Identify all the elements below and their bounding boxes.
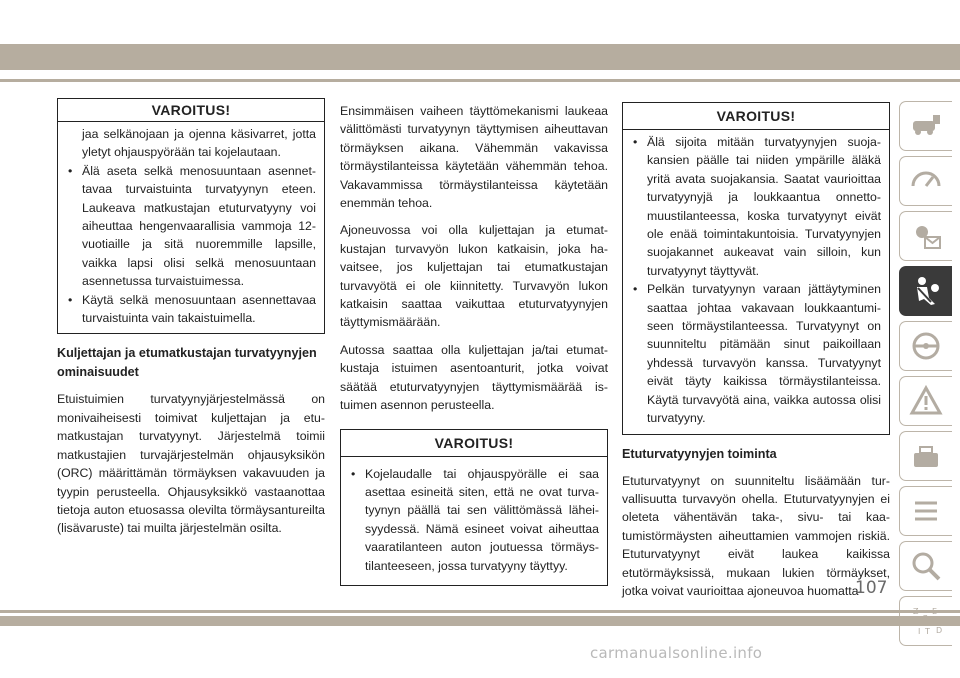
search-index-icon	[909, 549, 943, 583]
page-number: 107	[855, 578, 888, 598]
body-paragraph: Autossa saattaa olla kuljettajan ja/tai etumatkustaja istuimen asentoanturit, jotka voivat säätää etuturvatyynyjen täyttymismäärää istuimen asennon perusteella.	[340, 342, 608, 413]
svg-text:T: T	[925, 627, 930, 636]
warning-item: • Älä aseta selkä menosuuntaan asennettavaa turvaistuinta turvatyynyn eteen. Laukeava matkustajan etuturvatyyny voi aiheuttaa hengenvaarallisia vammoja 12-vuotiaille ja sitä nuoremmille lapsille, vaikka lapsi olisi selkä menosuuntaan asennetussa turvaistuimessa.	[68, 163, 316, 289]
tab-specifications[interactable]	[899, 486, 952, 536]
column-left	[57, 98, 325, 547]
warning-list	[66, 125, 316, 327]
tab-maintenance[interactable]	[899, 431, 952, 481]
warning-box	[622, 102, 890, 435]
maintenance-icon	[909, 439, 943, 473]
safety-seatbelt-icon	[909, 274, 943, 308]
tab-search[interactable]	[899, 541, 952, 591]
section-heading: Kuljettajan ja etumatkustajan turvatyynyjen ominaisuudet	[57, 346, 317, 380]
warning-lights-icon	[909, 219, 943, 253]
svg-text:D: D	[936, 626, 943, 635]
tab-dashboard[interactable]	[899, 156, 952, 206]
warning-item: • Älä sijoita mitään turvatyynyjen suojakansien päälle tai niiden ympärille äläkä yritä avata suojakansia. Saatat vaurioittaa turvatyynyjä ja loukkaantua onnettomuustilanteessa, koska turvatyynyt eivät ole enää toimintakuntoisia. Turvatyynyjen suojakannet aukeavat vain silloin, kun turvatyynyt täyttyvät.	[633, 135, 881, 278]
watermark: carmanualsonline.info	[590, 644, 763, 662]
svg-text:I: I	[918, 627, 921, 636]
chapter-tabs	[893, 101, 951, 651]
warning-title: VAROITUS!	[58, 99, 324, 122]
body-paragraph: Ensimmäisen vaiheen täyttömekanismi laukeaa välittömästi turvatyynyn täyttymisen aiheuttavan törmäyksen aikana. Vähemmän vakavissa törmäystilanteissa käytetään vähemmän tehoa. Vakavammissa törmäystilanteissa käytetään enemmän tehoa.	[340, 104, 608, 211]
section-heading: Etuturvatyynyjen toiminta	[622, 446, 777, 461]
warning-item: • Pelkän turvatyynyn varaan jättäytyminen saattaa johtaa vakavaan loukkaantumiseen törmäystilanteessa. Turvatyynyt on suunniteltu pitämään sinut paikoillaan yhdessä turvavyön kanssa. Turvatyynyt eivät täyty kaikissa törmäystilanteissa. Käytä turvavyötä aina, vaikka autossa olisi turvatyyny.	[633, 282, 881, 426]
tab-driving[interactable]	[899, 321, 952, 371]
roadside-triangle-icon	[909, 384, 943, 418]
warning-title: VAROITUS!	[623, 103, 889, 130]
specifications-icon	[909, 494, 943, 528]
tab-safety[interactable]	[899, 266, 952, 316]
warning-list	[631, 133, 881, 428]
body-paragraph: Etuturvatyynyt on suunniteltu lisäämään turvallisuutta turvavyön ohella. Etuturvatyynyjen ei oleteta vähentävän taka-, sivu- tai kaatumistörmäysten aiheuttamien vammojen riskiä. Etuturvatyynyt eivät laukea kaikissa etutörmäyksissä, mukaan lukien törmäykset, jotka voivat vaurioittaa ajoneuvoa huomatta-	[622, 473, 890, 598]
dashboard-icon	[909, 164, 943, 198]
warning-item: • Käytä selkä menosuuntaan asennettavaa turvaistuinta vain takaistuimella.	[68, 292, 316, 326]
warning-list	[349, 465, 599, 575]
car-info-icon	[909, 109, 943, 143]
header-band	[0, 44, 960, 70]
tab-car-info[interactable]	[899, 101, 952, 151]
column-middle	[340, 102, 608, 596]
footer-band	[0, 616, 960, 626]
tab-warning-lights[interactable]	[899, 211, 952, 261]
warning-title: VAROITUS!	[341, 430, 607, 457]
steering-wheel-icon	[909, 329, 943, 363]
footer-rule	[0, 610, 960, 613]
warning-item: • Kojelaudalle tai ohjauspyörälle ei saa asettaa esineitä siten, että ne ovat turvatyynyn päällä tai sen välittömässä läheisyydessä. Nämä esineet voivat aiheuttaa vaaratilanteen auton joutuessa törmäystilanteeseen, jossa turvatyyny täyttyy.	[351, 466, 599, 573]
header-rule	[0, 79, 960, 82]
body-paragraph: Ajoneuvossa voi olla kuljettajan ja etumatkustajan turvavyön lukon katkaisin, joka havaitsee, jos kuljettajan tai etumatkustajan turvavyötä ei ole kiinnitetty. Turvavyön lukon katkaisin saattaa vaikuttaa etuturvatyynyjen täyttymismäärään.	[340, 223, 608, 330]
column-right	[622, 102, 890, 609]
warning-item: jaa selkänojaan ja ojenna käsivarret, jotta yletyt ohjauspyörään tai kojelautaan.	[82, 127, 316, 160]
warning-box	[57, 98, 325, 334]
body-paragraph: Etuistuimien turvatyynyjärjestelmässä on monivaiheisesti toimivat kuljettajan ja etumatkustajan turvatyynyt. Järjestelmä toimii matkustajien turvajärjestelmän ohjausyksikön (ORC) määrittämän törmäyksen vakavuuden ja tyypin perusteella. Ohjausyksikkö vastaanottaa tietoja auton etuosassa olevilta törmäysantureilta (lisävaruste) tai muilta järjestelmän osilta.	[57, 392, 325, 536]
warning-box	[340, 429, 608, 586]
tab-emergency[interactable]	[899, 376, 952, 426]
